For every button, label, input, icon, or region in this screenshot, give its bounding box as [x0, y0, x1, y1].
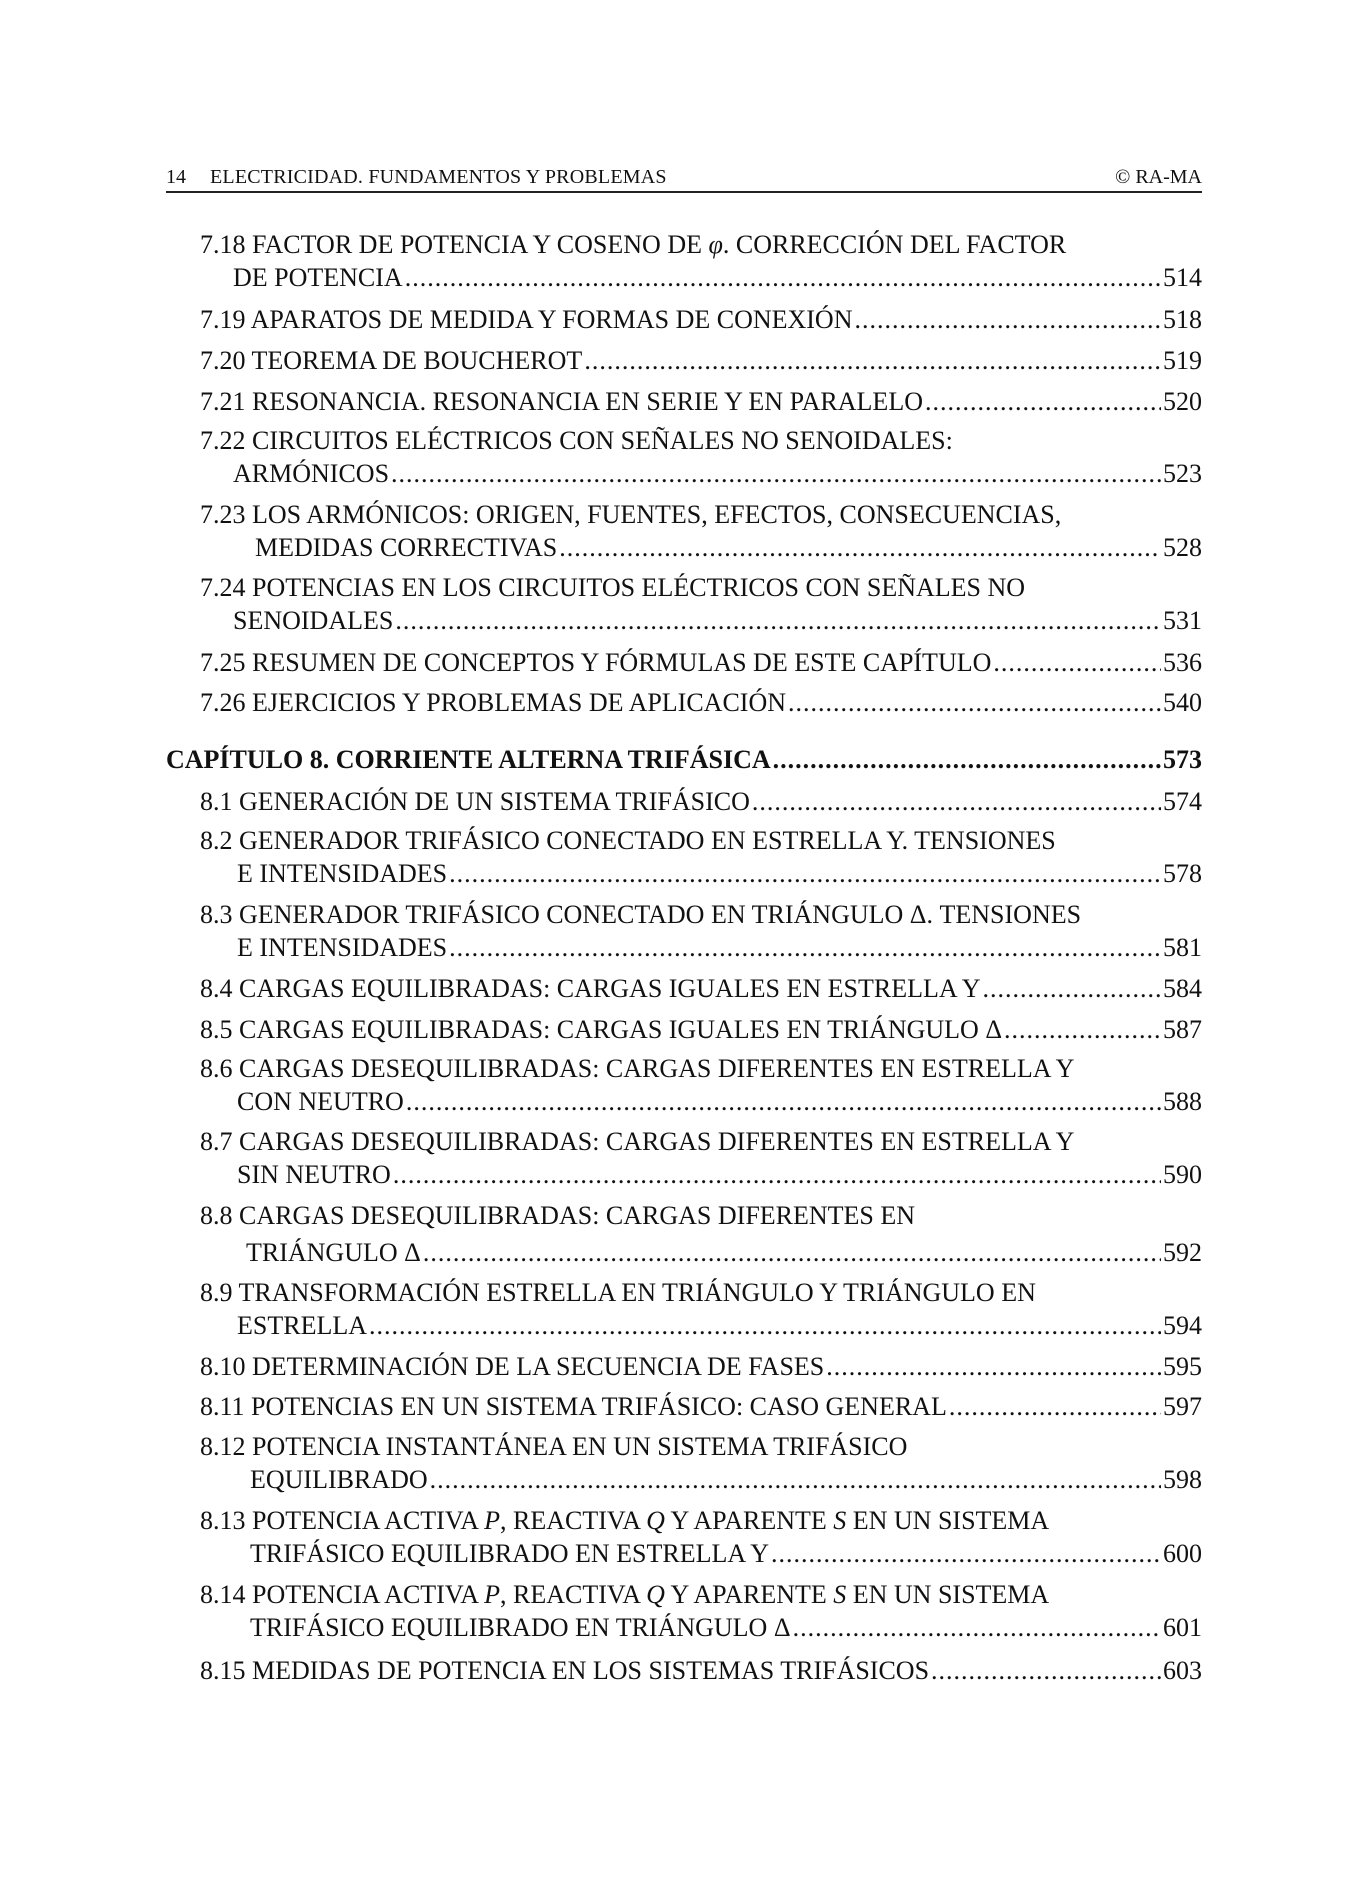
- toc-entry-title-line1: 8.7 CARGAS DESEQUILIBRADAS: CARGAS DIFERENTES EN ESTRELLA Y: [200, 1127, 1075, 1156]
- toc-page-number: 520: [1163, 387, 1202, 416]
- dot-leader: [423, 1236, 1161, 1269]
- toc-entry-title-line1: 7.23 LOS ARMÓNICOS: ORIGEN, FUENTES, EFECTOS, CONSECUENCIAS,: [200, 500, 1062, 529]
- toc-entry[interactable]: [200, 1654, 1202, 1687]
- toc-entry-title-line2: SENOIDALES: [233, 606, 394, 635]
- dot-leader: [584, 344, 1161, 377]
- dot-leader: [949, 1390, 1161, 1423]
- toc-entry-title-line2: TRIFÁSICO EQUILIBRADO EN ESTRELLA Y: [250, 1539, 770, 1568]
- toc-page-number: 601: [1163, 1613, 1202, 1642]
- dot-leader: [788, 686, 1161, 719]
- toc-entry-title-line2: ESTRELLA: [237, 1311, 367, 1340]
- toc-entry-title-line1: 8.12 POTENCIA INSTANTÁNEA EN UN SISTEMA TRIFÁSICO: [200, 1432, 908, 1461]
- toc-entry-title: 7.26 EJERCICIOS Y PROBLEMAS DE APLICACIÓN: [200, 688, 787, 717]
- toc-entry-title: 8.1 GENERACIÓN DE UN SISTEMA TRIFÁSICO: [200, 787, 750, 816]
- toc-page-number: 528: [1163, 533, 1202, 562]
- toc-entry[interactable]: [200, 1430, 1202, 1496]
- toc-entry-title-line1: 8.14 POTENCIA ACTIVA P, REACTIVA Q Y APARENTE S EN UN SISTEMA: [200, 1580, 1050, 1609]
- toc-page-number: 518: [1163, 305, 1202, 334]
- toc-entry[interactable]: [200, 1350, 1202, 1383]
- dot-leader: [983, 972, 1161, 1005]
- dot-leader: [931, 1654, 1161, 1687]
- toc-page-number: 600: [1163, 1539, 1202, 1568]
- toc-entry[interactable]: [200, 824, 1202, 890]
- toc-entry[interactable]: [200, 303, 1202, 336]
- toc-page-number: 581: [1163, 933, 1202, 962]
- toc-entry-title-line2: E INTENSIDADES: [237, 933, 448, 962]
- toc-entry[interactable]: [200, 385, 1202, 418]
- dot-leader: [406, 1085, 1161, 1118]
- toc-entry[interactable]: [200, 686, 1202, 719]
- toc-entry-title: 8.11 POTENCIAS EN UN SISTEMA TRIFÁSICO: CASO GENERAL: [200, 1392, 947, 1421]
- toc-entry[interactable]: [200, 424, 1202, 490]
- book-title: ELECTRICIDAD. FUNDAMENTOS Y PROBLEMAS: [210, 166, 667, 188]
- toc-page-number: 595: [1163, 1352, 1202, 1381]
- toc-page-number: 574: [1163, 787, 1202, 816]
- toc-entry-title: 8.5 CARGAS EQUILIBRADAS: CARGAS IGUALES EN TRIÁNGULO Δ: [200, 1015, 1003, 1044]
- toc-entry-title-line2: EQUILIBRADO: [250, 1465, 428, 1494]
- toc-entry[interactable]: [200, 1125, 1202, 1191]
- toc-entry[interactable]: [200, 1276, 1202, 1342]
- toc-entry[interactable]: [200, 972, 1202, 1005]
- toc-entry-title: 8.4 CARGAS EQUILIBRADAS: CARGAS IGUALES EN ESTRELLA Y: [200, 974, 981, 1003]
- toc-entry-title-line2: CON NEUTRO: [237, 1087, 404, 1116]
- toc-entry-title-line2: MEDIDAS CORRECTIVAS: [255, 533, 558, 562]
- toc-entry[interactable]: [200, 228, 1202, 294]
- toc-entry-title: 7.21 RESONANCIA. RESONANCIA EN SERIE Y EN PARALELO: [200, 387, 923, 416]
- page-number: 14: [166, 166, 186, 188]
- toc-entry-title-line1: 8.6 CARGAS DESEQUILIBRADAS: CARGAS DIFERENTES EN ESTRELLA Y: [200, 1054, 1075, 1083]
- dot-leader: [449, 931, 1161, 964]
- toc-entry-title-line1: 7.18 FACTOR DE POTENCIA Y COSENO DE φ. CORRECCIÓN DEL FACTOR: [200, 230, 1067, 259]
- toc-page-number: 594: [1163, 1311, 1202, 1340]
- toc-entry[interactable]: [200, 1013, 1202, 1046]
- dot-leader: [826, 1350, 1161, 1383]
- toc-entry-title-line2: TRIÁNGULO Δ: [246, 1238, 421, 1267]
- toc-page-number: 514: [1163, 263, 1202, 292]
- toc-page-number: 540: [1163, 688, 1202, 717]
- dot-leader: [395, 604, 1161, 637]
- toc-entry[interactable]: [200, 785, 1202, 818]
- toc-entry[interactable]: [200, 1578, 1202, 1644]
- dot-leader: [993, 646, 1161, 679]
- toc-entry[interactable]: [200, 498, 1202, 564]
- dot-leader: [559, 531, 1161, 564]
- toc-page-number: 573: [1163, 745, 1202, 774]
- toc-page-number: 531: [1163, 606, 1202, 635]
- toc-entry-title: 7.19 APARATOS DE MEDIDA Y FORMAS DE CONEXIÓN: [200, 305, 853, 334]
- toc-entry[interactable]: [200, 1504, 1202, 1570]
- dot-leader: [855, 303, 1162, 336]
- publisher-copyright: © RA-MA: [1115, 166, 1202, 188]
- toc-page-number: 523: [1163, 459, 1202, 488]
- dot-leader: [771, 1537, 1161, 1570]
- toc-entry-title-line2: DE POTENCIA: [233, 263, 403, 292]
- dot-leader: [925, 385, 1161, 418]
- dot-leader: [405, 261, 1161, 294]
- toc-page-number: 588: [1163, 1087, 1202, 1116]
- toc-entry-title: 8.15 MEDIDAS DE POTENCIA EN LOS SISTEMAS TRIFÁSICOS: [200, 1656, 930, 1685]
- toc-page-number: 592: [1163, 1238, 1202, 1267]
- toc-entry-title-line1: 8.9 TRANSFORMACIÓN ESTRELLA EN TRIÁNGULO Y TRIÁNGULO EN: [200, 1278, 1036, 1307]
- toc-entry[interactable]: [200, 344, 1202, 377]
- dot-leader: [773, 743, 1161, 776]
- dot-leader: [752, 785, 1161, 818]
- chapter-title: CAPÍTULO 8. CORRIENTE ALTERNA TRIFÁSICA: [166, 745, 771, 774]
- toc-entry[interactable]: [200, 571, 1202, 637]
- toc-entry-title-line2: SIN NEUTRO: [237, 1160, 391, 1189]
- toc-page-number: 603: [1163, 1656, 1202, 1685]
- toc-entry[interactable]: [200, 898, 1202, 964]
- dot-leader: [430, 1463, 1161, 1496]
- toc-entry-title: 7.20 TEOREMA DE BOUCHEROT: [200, 346, 583, 375]
- dot-leader: [449, 857, 1161, 890]
- dot-leader: [369, 1309, 1161, 1342]
- toc-entry-title-line2: E INTENSIDADES: [237, 859, 448, 888]
- dot-leader: [391, 457, 1161, 490]
- toc-entry[interactable]: [200, 646, 1202, 679]
- toc-page-number: 536: [1163, 648, 1202, 677]
- toc-entry-title: 7.25 RESUMEN DE CONCEPTOS Y FÓRMULAS DE ESTE CAPÍTULO: [200, 648, 992, 677]
- toc-page-number: 597: [1163, 1392, 1202, 1421]
- toc-entry-title: 8.10 DETERMINACIÓN DE LA SECUENCIA DE FASES: [200, 1352, 825, 1381]
- toc-entry-title-line2: TRIFÁSICO EQUILIBRADO EN TRIÁNGULO Δ: [250, 1613, 791, 1642]
- toc-entry[interactable]: [200, 1390, 1202, 1423]
- dot-leader: [393, 1158, 1161, 1191]
- toc-chapter-entry[interactable]: [166, 743, 1202, 776]
- toc-entry[interactable]: [200, 1052, 1202, 1118]
- toc-page-number: 598: [1163, 1465, 1202, 1494]
- toc-entry-title-line1: 8.3 GENERADOR TRIFÁSICO CONECTADO EN TRIÁNGULO Δ. TENSIONES: [200, 900, 1082, 929]
- toc-page-number: 587: [1163, 1015, 1202, 1044]
- page-header: [166, 165, 1202, 193]
- toc-page-number: 590: [1163, 1160, 1202, 1189]
- toc-entry-title-line1: 7.22 CIRCUITOS ELÉCTRICOS CON SEÑALES NO SENOIDALES:: [200, 426, 953, 455]
- toc-page-number: 519: [1163, 346, 1202, 375]
- toc-entry-title-line1: 8.8 CARGAS DESEQUILIBRADAS: CARGAS DIFERENTES EN: [200, 1201, 916, 1230]
- toc-entry-title-line1: 8.13 POTENCIA ACTIVA P, REACTIVA Q Y APARENTE S EN UN SISTEMA: [200, 1506, 1050, 1535]
- toc-entry[interactable]: [200, 1199, 1202, 1269]
- toc-page-number: 584: [1163, 974, 1202, 1003]
- toc-entry-title-line1: 8.2 GENERADOR TRIFÁSICO CONECTADO EN ESTRELLA Y. TENSIONES: [200, 826, 1056, 855]
- toc-entry-title-line2: ARMÓNICOS: [233, 459, 390, 488]
- dot-leader: [1004, 1013, 1161, 1046]
- dot-leader: [793, 1611, 1161, 1644]
- toc-entry-title-line1: 7.24 POTENCIAS EN LOS CIRCUITOS ELÉCTRICOS CON SEÑALES NO: [200, 573, 1026, 602]
- toc-page-number: 578: [1163, 859, 1202, 888]
